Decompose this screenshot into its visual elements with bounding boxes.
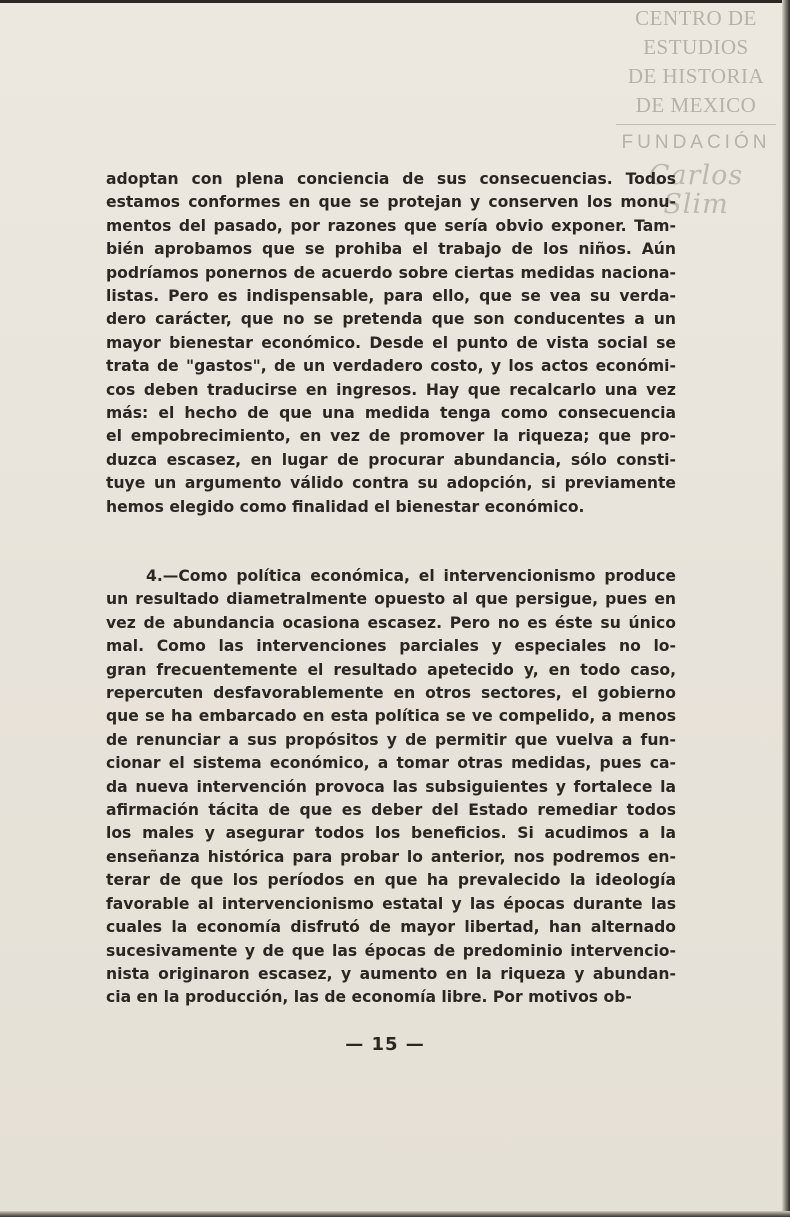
watermark-line: DE HISTORIA bbox=[627, 64, 765, 88]
paragraph-2 bbox=[106, 565, 676, 1010]
text-line: afirmación tácita de que es deber del Estado remediar todos bbox=[106, 801, 676, 820]
text-line: vez de abundancia ocasiona escasez. Pero no es éste su único bbox=[106, 613, 676, 632]
text-line: sucesivamente y de que las épocas de predominio intervencio- bbox=[106, 941, 676, 960]
text-line: el empobrecimiento, en vez de promover la riqueza; que pro- bbox=[106, 427, 676, 446]
text-line: da nueva intervención provoca las subsiguientes y fortalece la bbox=[106, 777, 676, 796]
text-line: dero carácter, que no se pretenda que son conducentes a un bbox=[106, 310, 676, 329]
text-line: favorable al intervencionismo estatal y las épocas durante las bbox=[106, 894, 676, 913]
text-line: mal. Como las intervenciones parciales y especiales no lo- bbox=[106, 637, 676, 656]
paragraph-1 bbox=[106, 168, 676, 519]
text-line: duzca escasez, en lugar de procurar abundancia, sólo consti- bbox=[106, 450, 676, 469]
scan-right-edge bbox=[782, 0, 790, 1217]
text-line: mayor bienestar económico. Desde el punto de vista social se bbox=[106, 333, 676, 352]
text-line: terar de que los períodos en que ha prevalecido la ideología bbox=[106, 871, 676, 890]
scan-top-edge bbox=[0, 0, 790, 3]
text-line: enseñanza histórica para probar lo anterior, nos podremos en- bbox=[106, 847, 676, 866]
scan-bottom-edge bbox=[0, 1211, 790, 1217]
text-line: repercuten desfavorablemente en otros sectores, el gobierno bbox=[106, 684, 676, 703]
text-line: podríamos ponernos de acuerdo sobre ciertas medidas naciona- bbox=[106, 263, 676, 282]
text-line: de renunciar a sus propósitos y de permitir que vuelva a fun- bbox=[106, 730, 676, 749]
text-line: cuales la economía disfrutó de mayor libertad, han alternado bbox=[106, 918, 676, 937]
text-line: tuye un argumento válido contra su adopción, si previamente bbox=[106, 474, 676, 493]
watermark-line: ESTUDIOS bbox=[643, 35, 749, 59]
text-line: los males y asegurar todos los beneficios. Si acudimos a la bbox=[106, 824, 676, 843]
text-line: mentos del pasado, por razones que sería obvio exponer. Tam- bbox=[106, 216, 676, 235]
text-line: nista originaron escasez, y aumento en la riqueza y abundan- bbox=[106, 964, 676, 983]
text-line: cia en la producción, las de economía libre. Por motivos ob- bbox=[106, 988, 632, 1007]
watermark-line: CENTRO DE bbox=[635, 6, 757, 30]
text-line: estamos conformes en que se protejan y conserven los monu- bbox=[106, 193, 676, 212]
watermark-foundation: FUNDACIÓN bbox=[621, 132, 771, 153]
text-line: trata de "gastos", de un verdadero costo, y los actos económi- bbox=[106, 357, 676, 376]
watermark-line: DE MEXICO bbox=[635, 93, 757, 117]
text-line: adoptan con plena conciencia de sus consecuencias. Todos bbox=[106, 170, 676, 188]
text-line: hemos elegido como finalidad el bienestar económico. bbox=[106, 497, 585, 516]
text-line: un resultado diametralmente opuesto al que persigue, pues en bbox=[106, 590, 676, 609]
page-number: — 15 — bbox=[345, 1034, 425, 1055]
watermark-signature: Carlos Slim bbox=[648, 160, 744, 220]
text-line: 4.—Como política económica, el intervencionismo produce bbox=[146, 567, 676, 585]
text-line: listas. Pero es indispensable, para ello, que se vea su verda- bbox=[106, 287, 676, 306]
watermark-divider bbox=[616, 124, 776, 125]
text-line: cionar el sistema económico, a tomar otras medidas, pues ca- bbox=[106, 754, 676, 773]
text-line: cos deben traducirse en ingresos. Hay que recalcarlo una vez bbox=[106, 380, 676, 399]
text-line: gran frecuentemente el resultado apetecido y, en todo caso, bbox=[106, 660, 676, 679]
text-line: que se ha embarcado en esta política se ve compelido, a menos bbox=[106, 707, 676, 726]
text-line: más: el hecho de que una medida tenga como consecuencia bbox=[106, 404, 676, 423]
text-line: bién aprobamos que se prohiba el trabajo de los niños. Aún bbox=[106, 240, 676, 259]
